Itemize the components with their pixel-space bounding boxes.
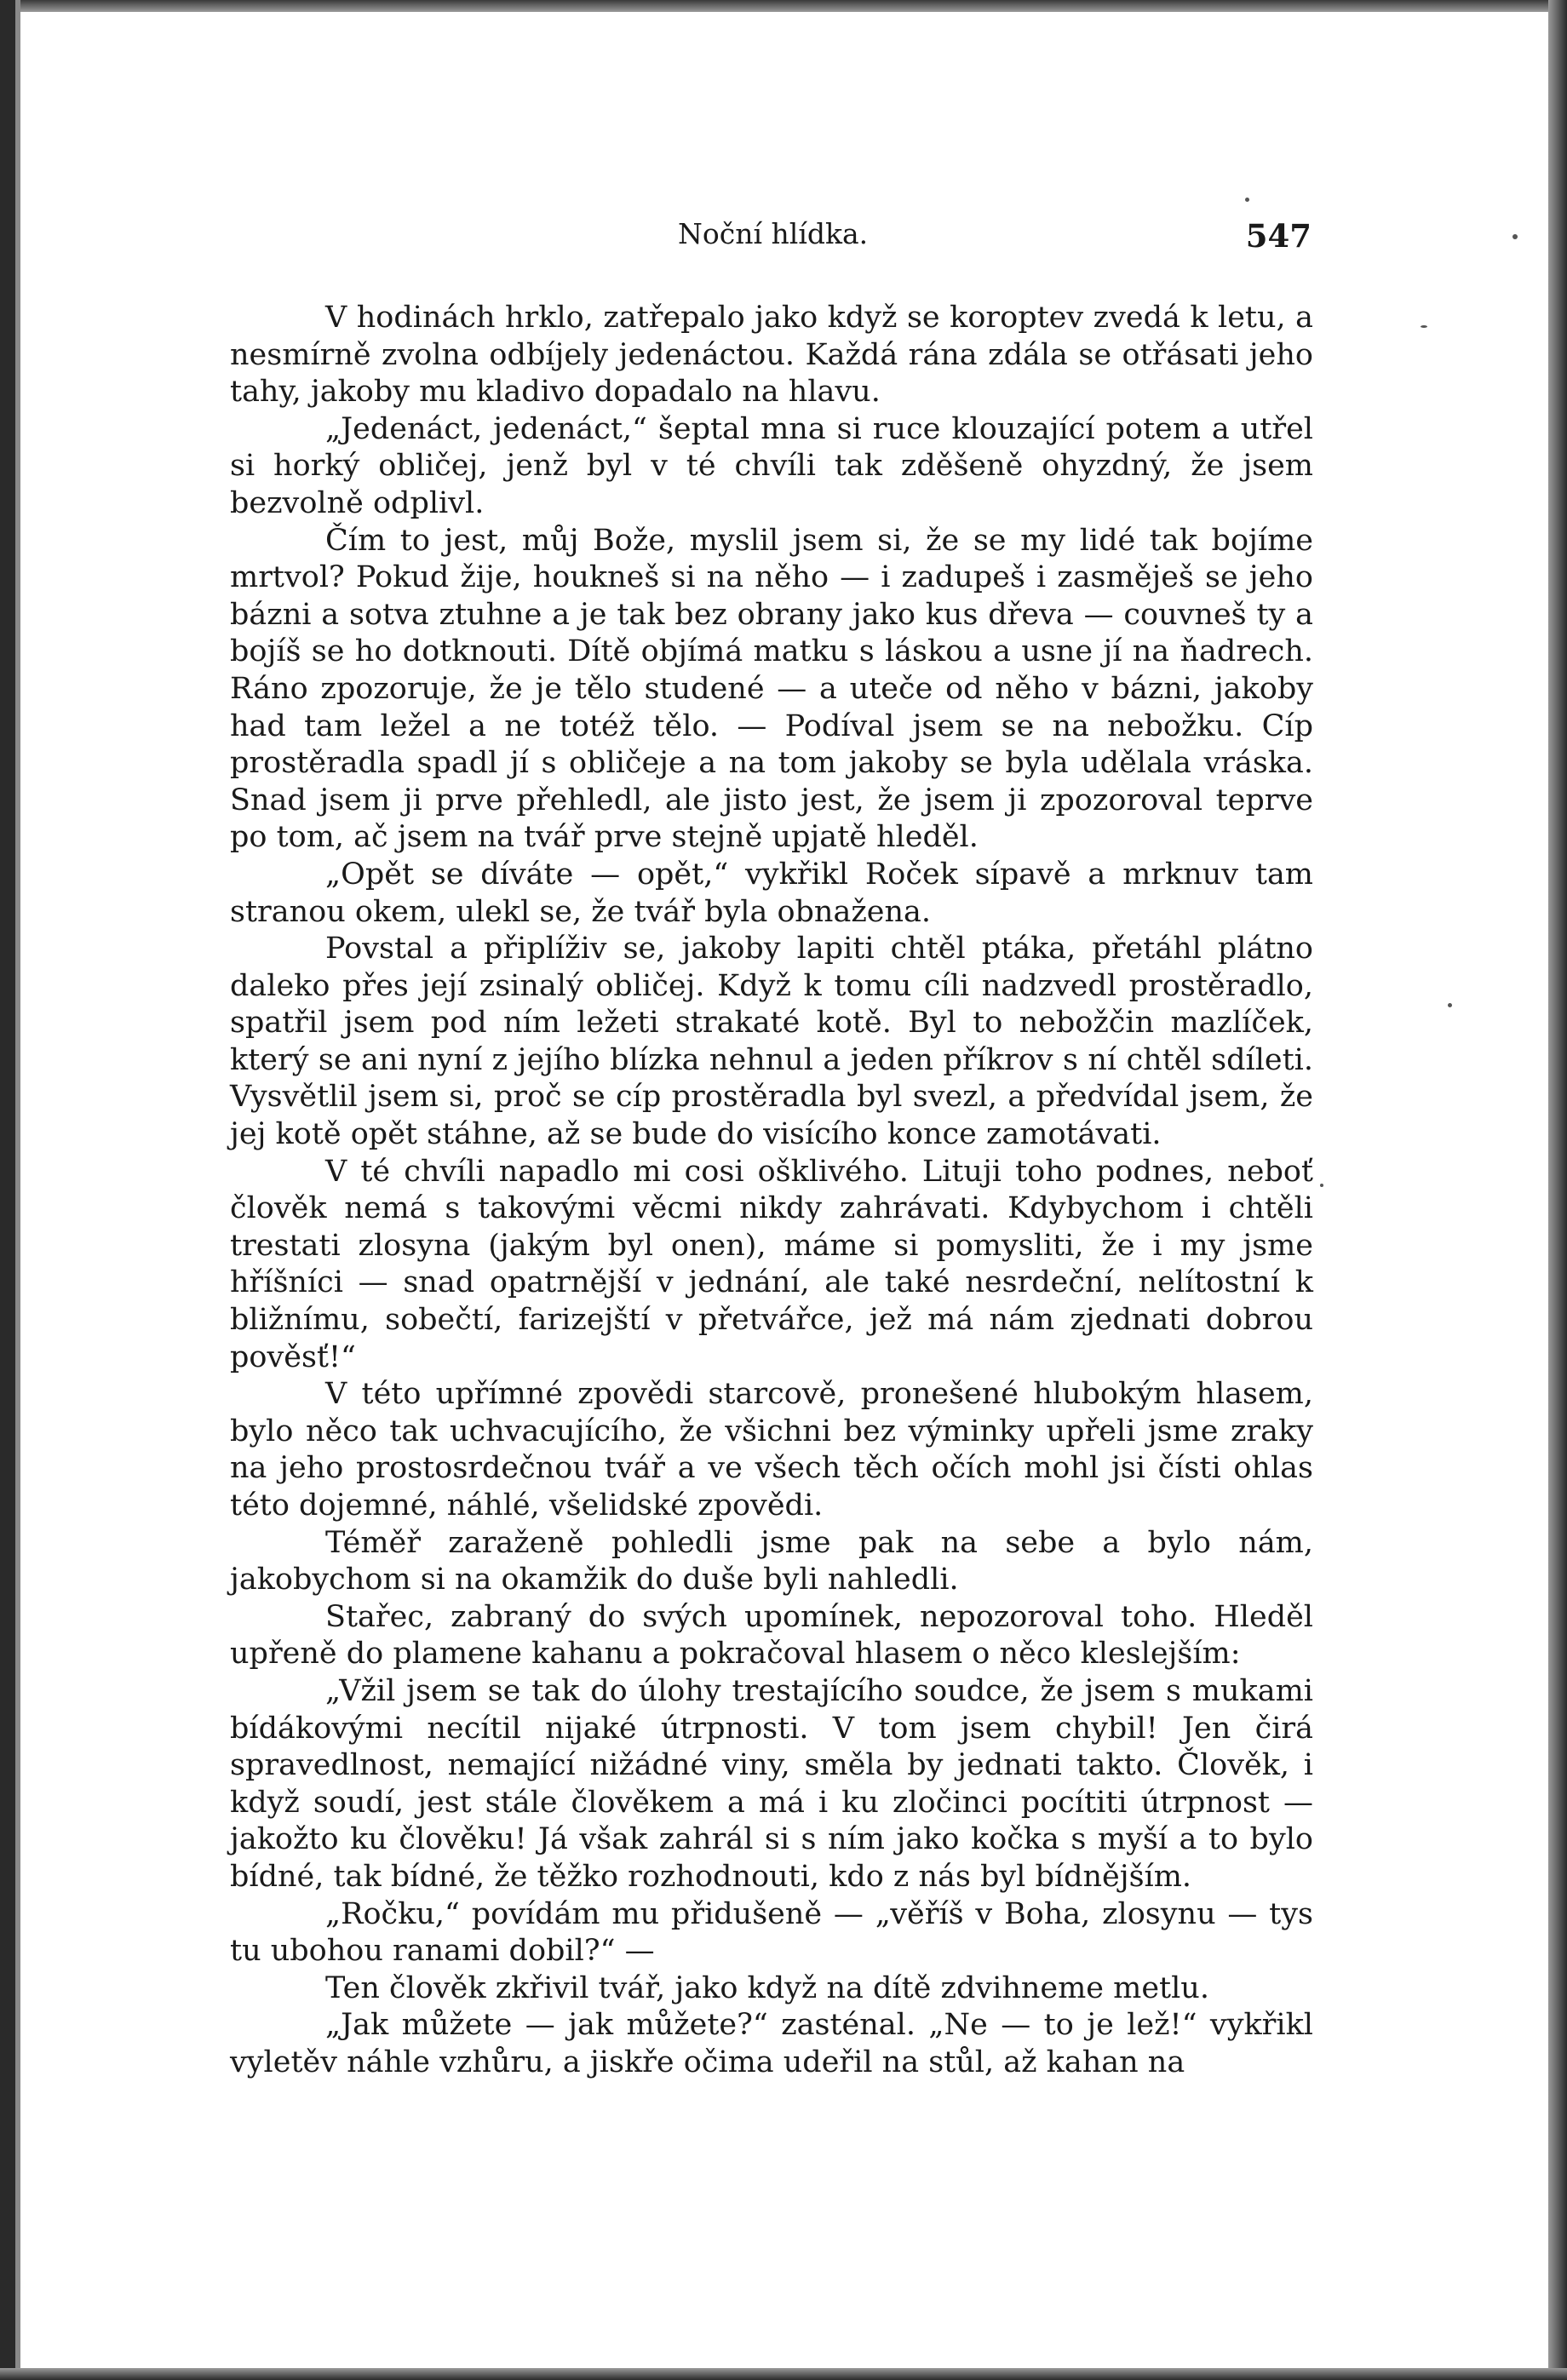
scan-speck	[1421, 325, 1427, 328]
scan-speck	[1512, 234, 1518, 239]
page-header	[232, 217, 1312, 260]
page-number: 547	[1245, 217, 1312, 255]
paragraph: „Jedenáct, jedenáct,“ šeptal mna si ruce klouzající potem a utřel si horký obličej, jenž byl v té chvíli tak zděšeně ohyzdný, že jsem bezvolně odplivl.	[230, 411, 1313, 520]
running-title: Noční hlídka.	[678, 217, 869, 250]
paragraph: „Opět se díváte — opět,“ vykřikl Roček sípavě a mrknuv tam stranou okem, ulekl se, že tvář byla obnažena.	[230, 857, 1313, 929]
scan-speck	[1448, 1003, 1452, 1007]
scan-left-edge	[0, 0, 15, 2380]
scan-bottom-edge	[0, 2368, 1567, 2380]
paragraph: Téměř zaraženě pohledli jsme pak na sebe a bylo nám, jakobychom si na okamžik do duše byli nahledli.	[230, 1525, 1313, 1597]
paragraph: V hodinách hrklo, zatřepalo jako když se koroptev zvedá k letu, a nesmírně zvolna odbíjely jedenáctou. Každá rána zdála se otřásati jeho tahy, jakoby mu kladivo dopadalo na hlavu.	[230, 301, 1313, 410]
paragraph: Stařec, zabraný do svých upomínek, nepozoroval toho. Hleděl upřeně do plamene kahanu a pokračoval hlasem o něco kleslejším:	[230, 1599, 1313, 1672]
paragraph: „Vžil jsem se tak do úlohy trestajícího soudce, že jsem s mukami bídákovými necítil nijaké útrpnosti. V tom jsem chybil! Jen čirá spravedlnost, nemající nižádné viny, směla by jednati takto. Člověk, i když soudí, jest stále člověkem a má i ku zločinci pocítiti útrpnost — jakožto ku člověku! Já však zahrál si s ním jako kočka s myší a to bylo bídné, tak bídné, že těžko rozhodnouti, kdo z nás byl bídnějším.	[230, 1673, 1313, 1894]
paragraph: Ten člověk zkřivil tvář, jako když na dítě zdvihneme metlu.	[325, 1970, 1209, 2005]
scan-right-edge	[1548, 0, 1567, 2380]
scan-top-edge	[0, 0, 1567, 12]
paragraph: „Ročku,“ povídám mu přidušeně — „věříš v Boha, zlosynu — tys tu ubohou ranami dobil?“ —	[230, 1896, 1313, 1969]
paragraph: V té chvíli napadlo mi cosi ošklivého. Lituji toho podnes, neboť člověk nemá s takovými věcmi nikdy zahrávati. Kdybychom i chtěli trestati zlosyna (jakým byl onen), máme si pomysliti, že i my jsme hříšníci — snad opatrnější v jednání, ale také nesrdeční, nelítostní k bližnímu, sobečtí, farizejští v přetvářce, jež má nám zjednati dobrou pověsť!“	[230, 1154, 1313, 1374]
paragraph: „Jak můžete — jak můžete?“ zasténal. „Ne — to je lež!“ vykřikl vyletěv náhle vzhůru, a jiskře očima udeřil na stůl, až kahan na	[230, 2008, 1313, 2079]
paragraph: V této upřímné zpovědi starcově, pronešené hlubokým hlasem, bylo něco tak uchvacujícího, že všichni bez výminky upřeli jsme zraky na jeho prostosrdečnou tvář a ve všech těch očích mohl jsi čísti ohlas této dojemné, náhlé, všelidské zpovědi.	[230, 1377, 1313, 1523]
scan-speck	[1320, 1184, 1323, 1187]
scan-speck	[1245, 198, 1249, 202]
paragraph: Čím to jest, můj Bože, myslil jsem si, že se my lidé tak bojíme mrtvol? Pokud žije, houkneš si na něho — i zadupeš i zasměješ se jeho bázni a sotva ztuhne a je tak bez obrany jako kus dřeva — couvneš ty a bojíš se ho dotknouti. Dítě objímá matku s láskou a usne jí na ňadrech. Ráno zpozoruje, že je tělo studené — a uteče od něho v bázni, jakoby had tam ležel a ne totéž tělo. — Podíval jsem se na nebožku. Cíp prostěradla spadl jí s obličeje a na tom jakoby se byla udělala vráska. Snad jsem ji prve přehledl, ale jisto jest, že jsem ji zpozoroval teprve po tom, ač jsem na tvář prve stejně upjatě hleděl.	[230, 523, 1313, 855]
scan-left-edge-shadow	[15, 0, 20, 2380]
paragraph: Povstal a připlíživ se, jakoby lapiti chtěl ptáka, přetáhl plátno daleko přes její zsinalý obličej. Když k tomu cíli nadzvedl prostěradlo, spatřil jsem pod ním ležeti strakaté kotě. Byl to nebožčin mazlíček, který se ani nyní z jejího blízka nehnul a jeden příkrov s ní chtěl sdíleti. Vysvětlil jsem si, proč se cíp prostěradla byl svezl, a předvídal jsem, že jej kotě opět stáhne, až se bude do visícího konce zamotávati.	[230, 932, 1313, 1152]
body-text	[230, 300, 1313, 2082]
